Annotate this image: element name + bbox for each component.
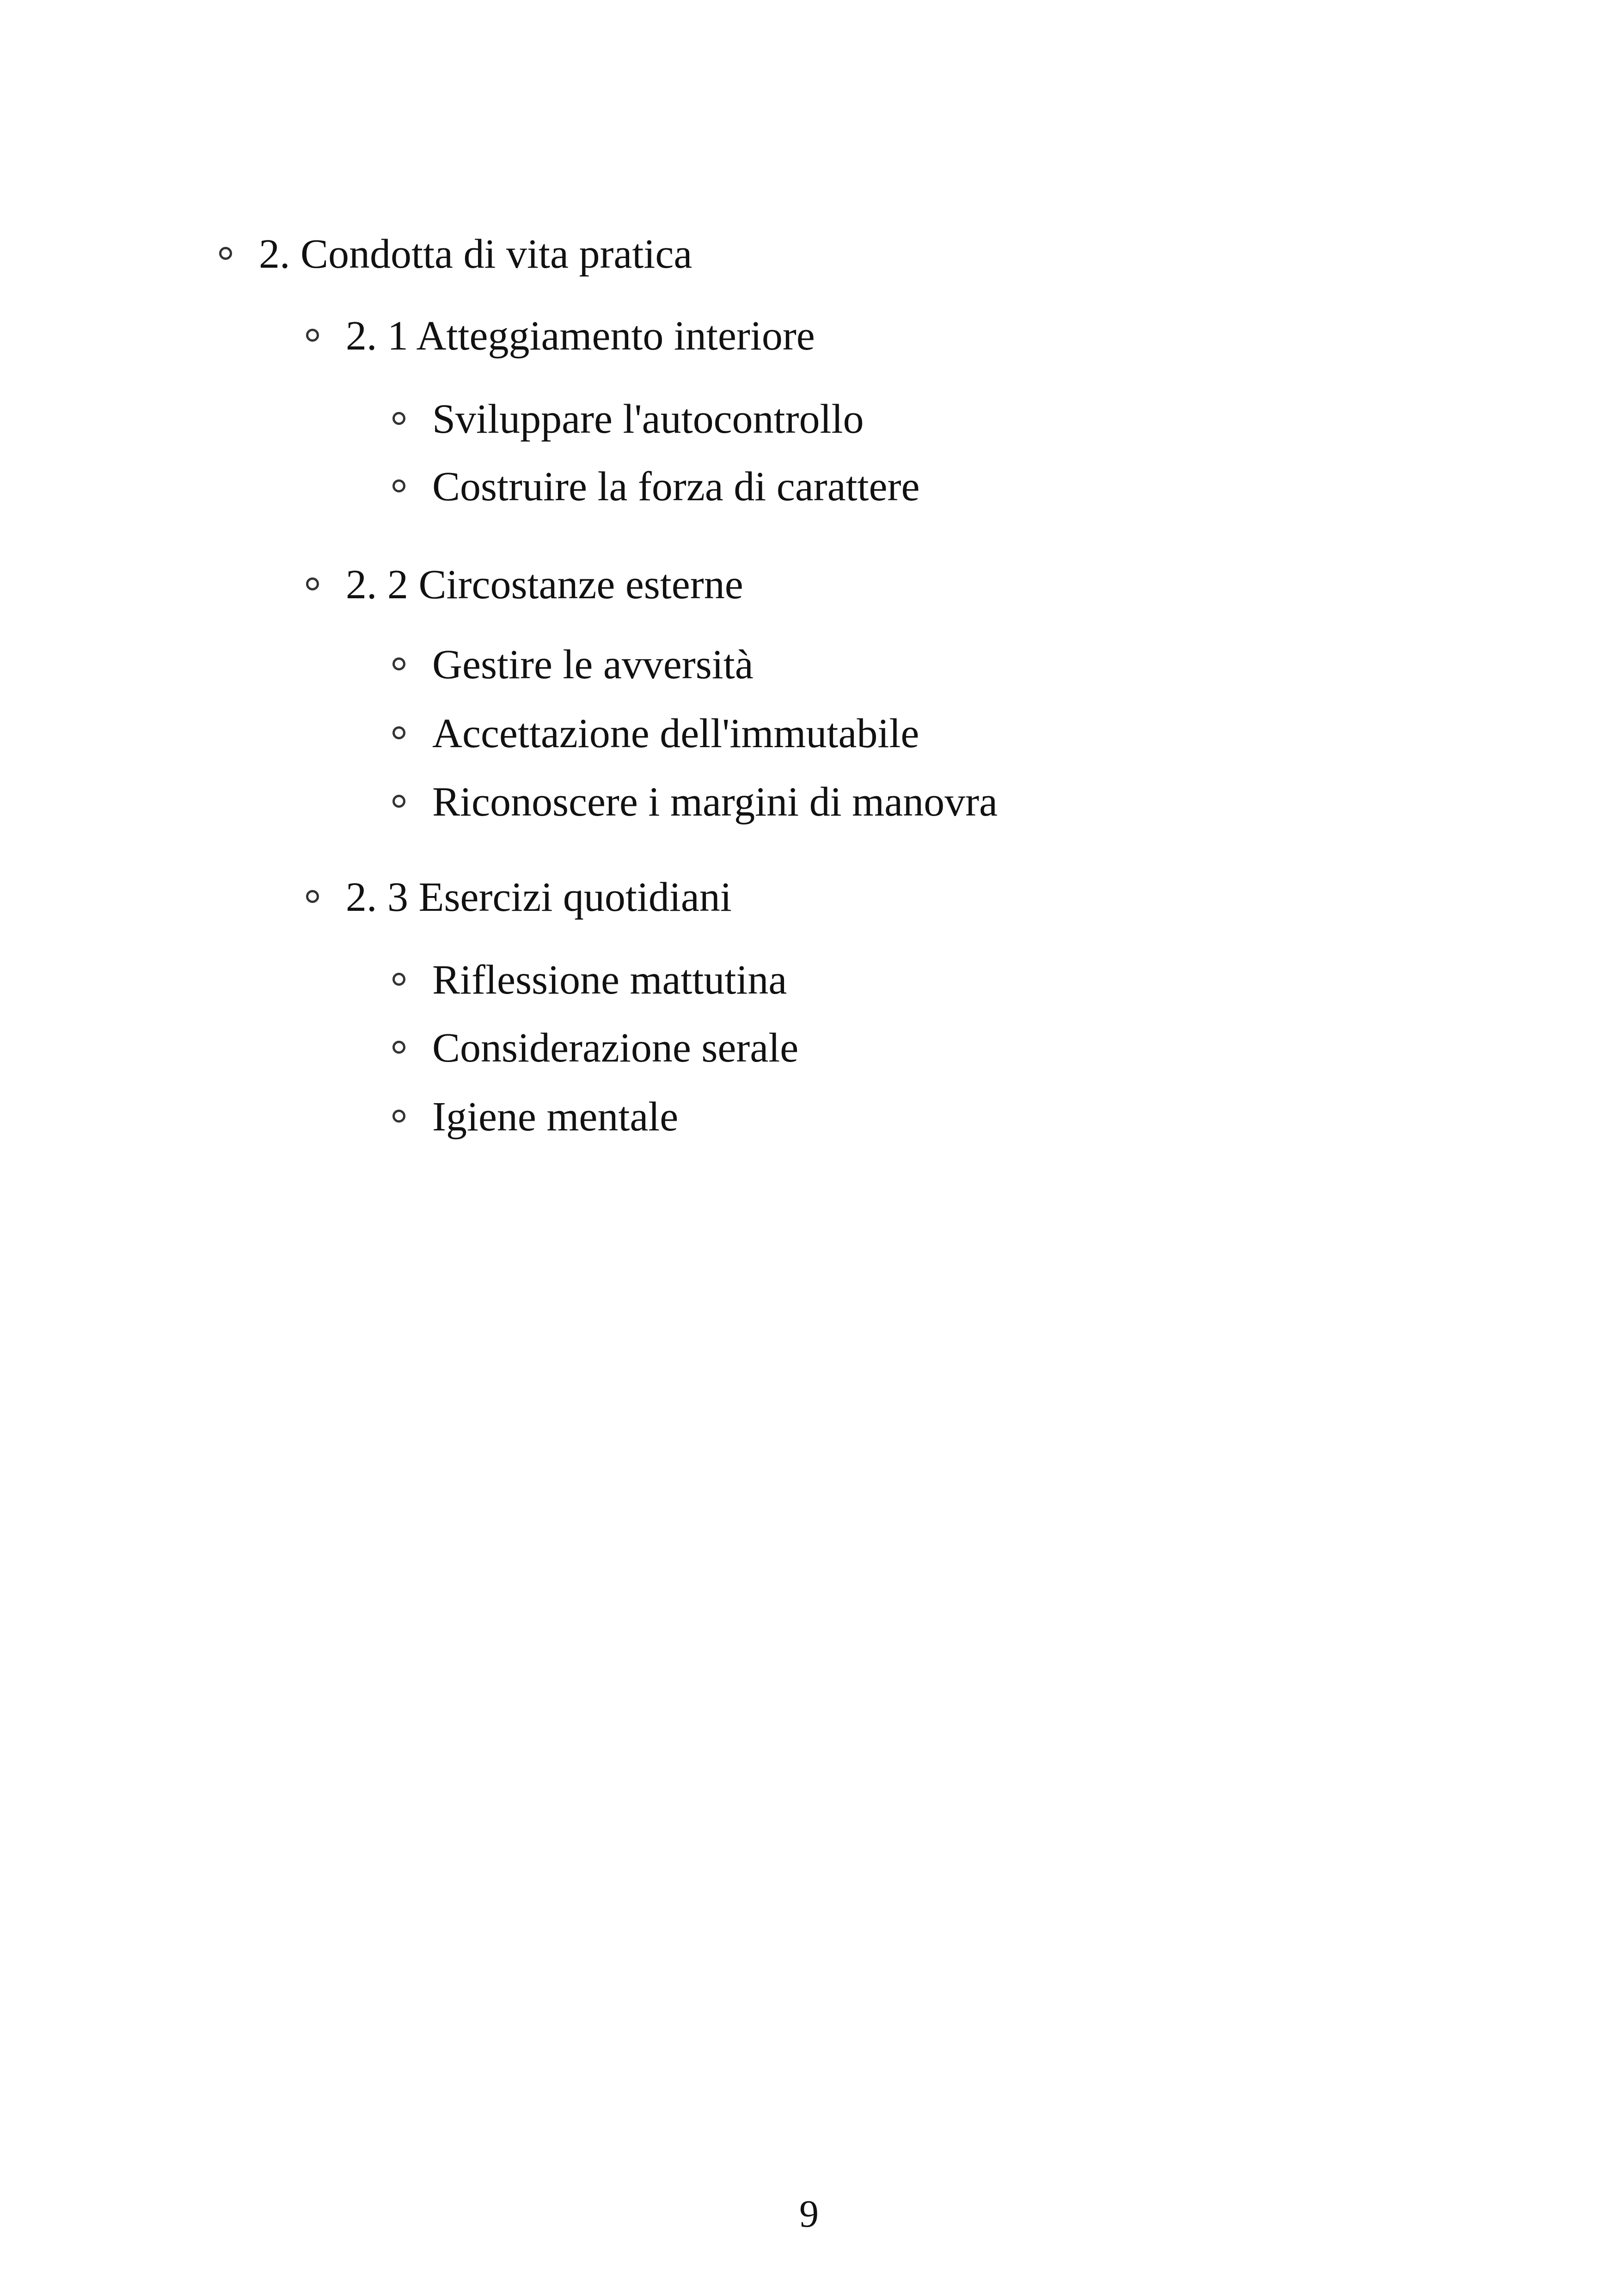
list-item: Costruire la forza di carattere [432, 464, 920, 510]
bullet-circle-icon [392, 657, 405, 670]
list-item: Riflessione mattutina [432, 957, 787, 1003]
list-item: Igiene mentale [432, 1094, 679, 1140]
bullet-circle-icon [392, 795, 405, 808]
bullet-circle-icon [219, 247, 232, 260]
list-item: Accettazione dell'immutabile [432, 711, 919, 756]
bullet-circle-icon [392, 1041, 405, 1054]
bullet-circle-icon [392, 412, 405, 425]
list-item: Sviluppare l'autocontrollo [432, 396, 864, 442]
bullet-circle-icon [392, 726, 405, 739]
bullet-circle-icon [306, 890, 319, 903]
bullet-circle-icon [306, 329, 319, 342]
page-number: 9 [799, 2192, 819, 2235]
list-item: Considerazione serale [432, 1025, 799, 1071]
bullet-circle-icon [306, 577, 319, 590]
subsection-heading: 2. 2 Circostanze esterne [346, 562, 743, 608]
list-item: Gestire le avversità [432, 642, 754, 688]
bullet-circle-icon [392, 1110, 405, 1123]
bullet-circle-icon [392, 479, 405, 492]
section-heading: 2. Condotta di vita pratica [259, 231, 693, 277]
subsection-heading: 2. 1 Atteggiamento interiore [346, 313, 815, 359]
subsection-heading: 2. 3 Esercizi quotidiani [346, 874, 732, 920]
bullet-circle-icon [392, 973, 405, 986]
list-item: Riconoscere i margini di manovra [432, 779, 998, 825]
